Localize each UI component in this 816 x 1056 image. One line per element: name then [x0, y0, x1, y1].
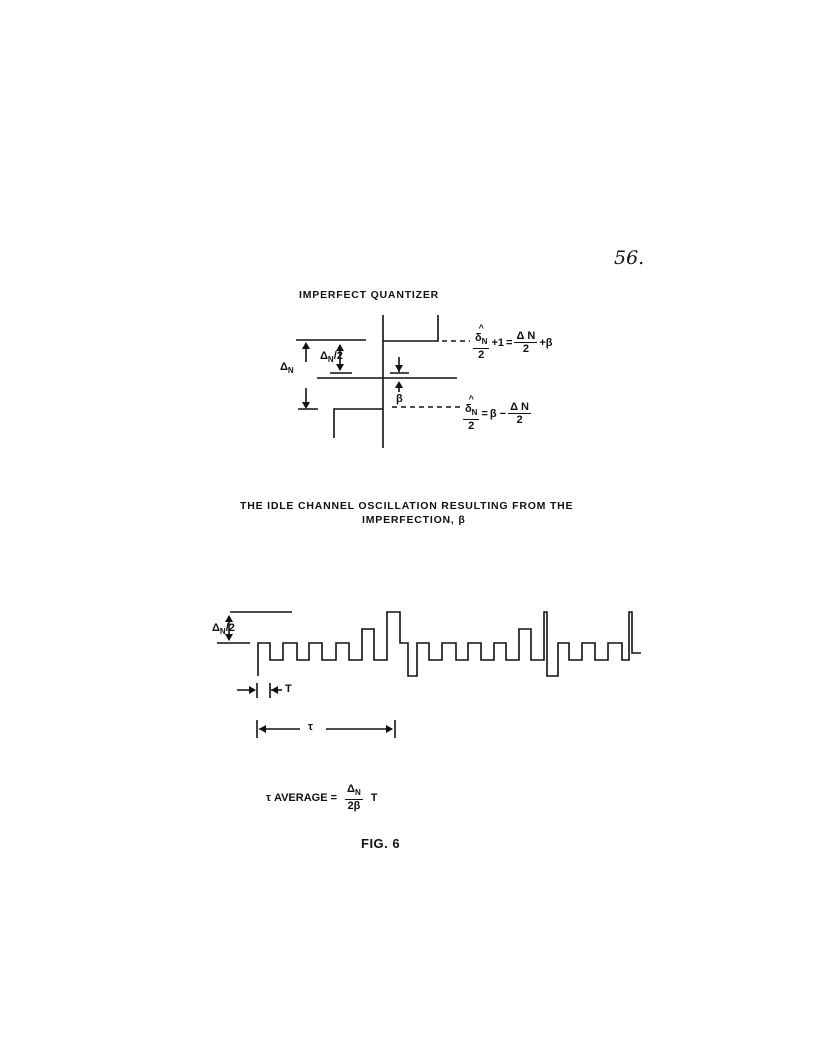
caption-line-2: IMPERFECTION, β: [362, 514, 466, 526]
lower-level-equation: ^ $\delta_N$ 2 = β − $\frac{\text{Δ N}}{2}$: [465, 394, 529, 433]
tau-label: τ: [308, 721, 313, 733]
caption-line-1: THE IDLE CHANNEL OSCILLATION RESULTING FROM THE: [240, 500, 574, 512]
page-number: 56.: [614, 247, 645, 269]
tau-average-equation: τ AVERAGE = $\frac{\Delta_N}{2\beta}$ T: [266, 783, 378, 813]
figure-label: FIG. 6: [361, 836, 401, 851]
upper-level-equation: ^ $\delta_N$ 2 +1 = $\frac{\text{Δ N}}{2}$ +β: [475, 323, 553, 362]
delta-n-label: $\Delta_N$: [280, 361, 294, 376]
waveform: [217, 612, 641, 738]
figure-title: IMPERFECT QUANTIZER: [299, 289, 440, 301]
beta-label: β: [396, 393, 403, 405]
delta-half-label: $\Delta_N/2$: [320, 350, 343, 365]
period-t-label: T: [285, 683, 292, 695]
waveform-delta-half-label: $\Delta_N/2$: [212, 622, 235, 637]
